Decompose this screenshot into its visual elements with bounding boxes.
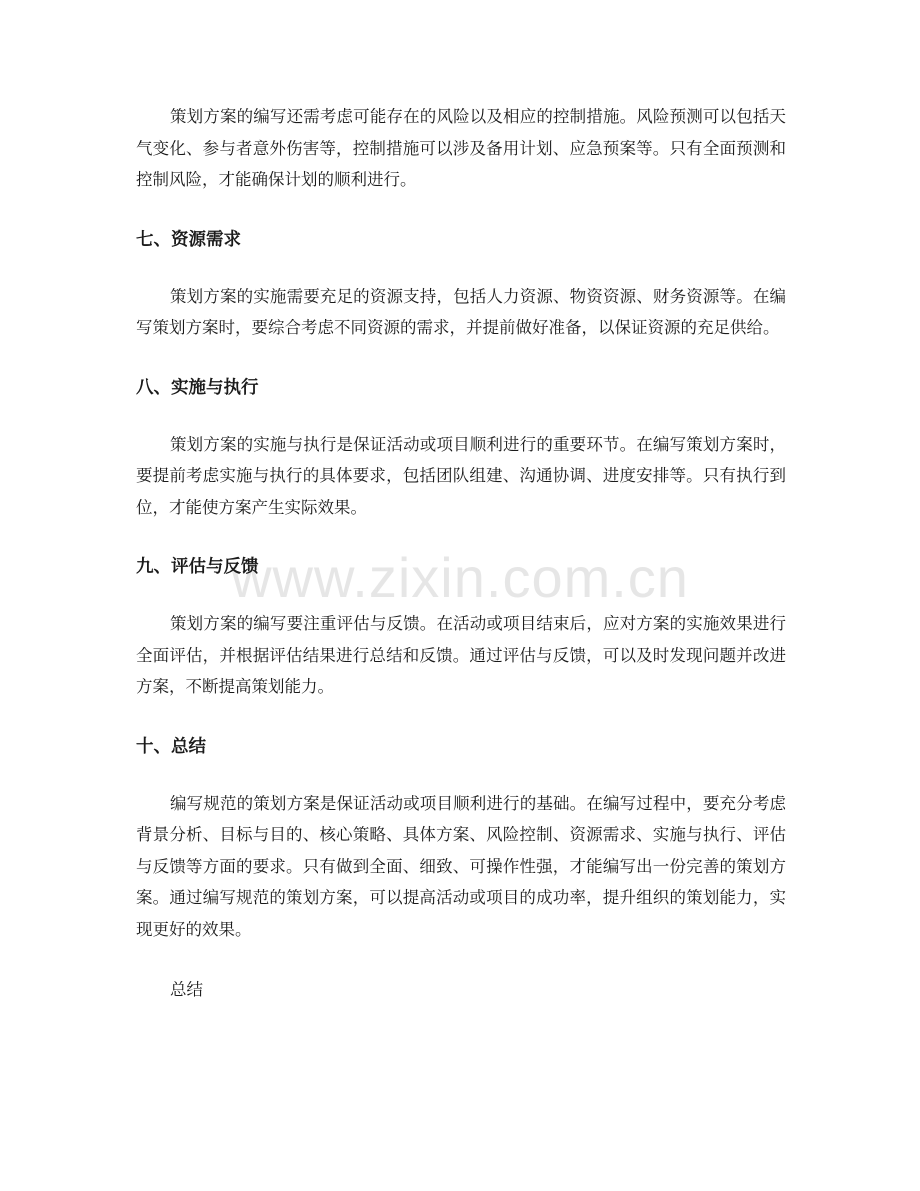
section-heading-resources: 七、资源需求 (136, 229, 241, 250)
section-paragraph-resources: 策划方案的实施需要充足的资源支持，包括人力资源、物资资源、财务资源等。在编写策划方案时，要综合考虑不同资源的需求，并提前做好准备，以保证资源的充足供给。 (136, 286, 786, 337)
intro-paragraph: 策划方案的编写还需考虑可能存在的风险以及相应的控制措施。风险预测可以包括天气变化、参与者意外伤害等，控制措施可以涉及备用计划、应急预案等。只有全面预测和控制风险，才能确保计划的顺利进行。 (136, 107, 786, 189)
watermark: www.zixin.com.cn (231, 546, 689, 609)
document-body (136, 101, 786, 1006)
section-heading-evaluation: 九、评估与反馈 (136, 557, 259, 577)
section-heading-implementation: 八、实施与执行 (136, 377, 259, 398)
section-paragraph-summary: 编写规范的策划方案是保证活动或项目顺利进行的基础。在编写过程中，要充分考虑背景分析、目标与目的、核心策略、具体方案、风险控制、资源需求、实施与执行、评估与反馈等方面的要求。只有做到全面、细致、可操作性强，才能编写出一份完善的策划方案。通过编写规范的策划方案，可以提高活动或项目的成功率，提升组织的策划能力，实现更好的效果。 (136, 793, 786, 939)
section-paragraph-evaluation: 策划方案的编写要注重评估与反馈。在活动或项目结束后，应对方案的实施效果进行全面评估，并根据评估结果进行总结和反馈。通过评估与反馈，可以及时发现问题并改进方案，不断提高策划能力。 (136, 614, 786, 696)
closing-text: 总结 (170, 980, 203, 999)
section-paragraph-implementation: 策划方案的实施与执行是保证活动或项目顺利进行的重要环节。在编写策划方案时，要提前考虑实施与执行的具体要求，包括团队组建、沟通协调、进度安排等。只有执行到位，才能使方案产生实际效果。 (136, 434, 786, 517)
section-heading-summary: 十、总结 (136, 736, 206, 757)
